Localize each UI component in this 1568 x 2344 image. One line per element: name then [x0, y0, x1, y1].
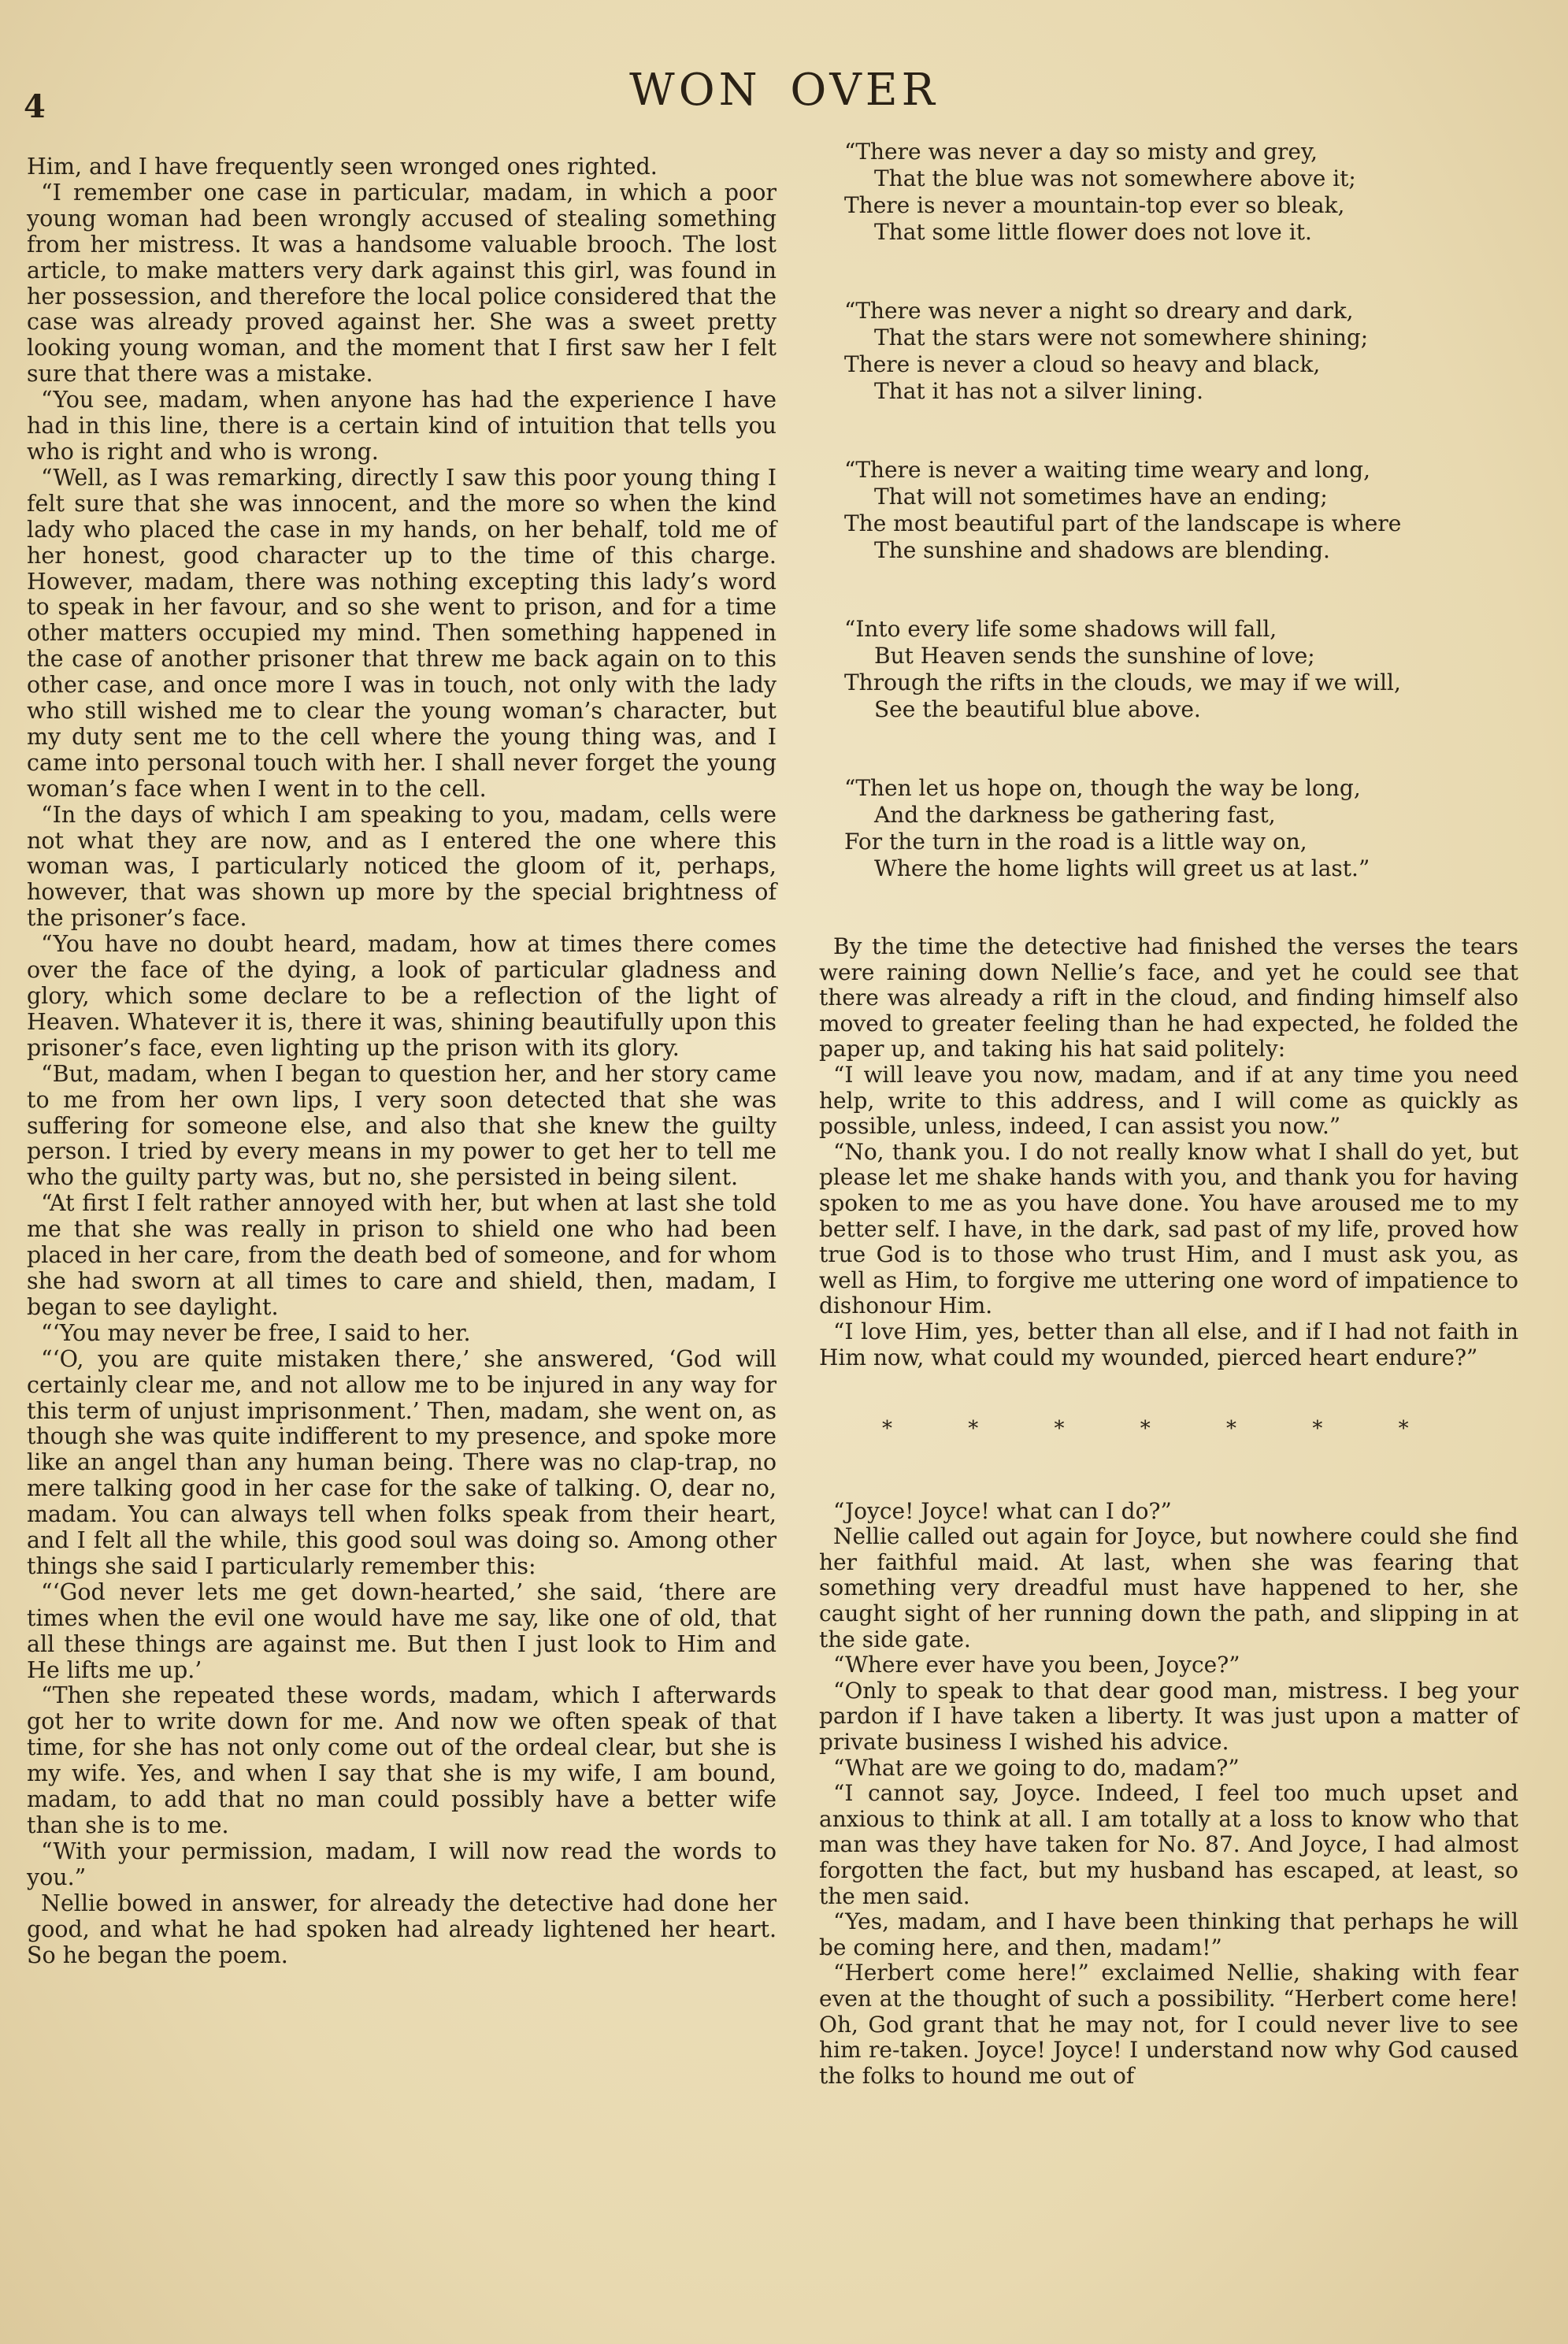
poem-line: “Into every life some shadows will fall,: [844, 616, 1277, 642]
poem-line: But Heaven sends the sunshine of love;: [874, 643, 1315, 669]
poem: [819, 139, 1518, 882]
paragraph: “Herbert come here!” exclaimed Nellie, shaking with fear even at the thought of such a possibility. “Herbert come here! Oh, God grant that he may not, for I could never live to see him re-taken. Joyce! Joyce! I understand now why God caused the folks to hound me out of: [819, 1960, 1518, 2089]
right-column: [819, 139, 1518, 2089]
paragraph: “I will leave you now, madam, and if at any time you need help, write to this address, and I will come as quickly as possible, unless, indeed, I can assist you now.”: [819, 1061, 1518, 1140]
poem-line: “There was never a day so misty and grey,: [844, 139, 1318, 165]
poem-line: That will not sometimes have an ending;: [874, 484, 1328, 510]
poem-line: “Then let us hope on, though the way be long,: [844, 775, 1361, 801]
paragraph: “Well, as I was remarking, directly I saw this poor young thing I felt sure that she was innocent, and the more so when the kind lady who placed the case in my hands, on her behalf, told me of her honest, good character up to the time of this charge. However, madam, there was nothing excepting this lady’s word to speak in her favour, and so she went to prison, and for a time other matters occupied my mind. Then something happened in the case of another prisoner that threw me back again on to this other case, and once more I was in touch, not only with the lady who still wished me to clear the young woman’s character, but my duty sent me to the cell where the young thing was, and I came into personal touch with her. I shall never forget the young woman’s face when I went in to the cell.: [27, 464, 777, 802]
poem-line: There is never a cloud so heavy and black,: [844, 351, 1321, 377]
paragraph: “At first I felt rather annoyed with her, but when at last she told me that she was really in prison to shield one who had been placed in her care, from the death bed of someone, and for whom she had sworn at all times to care and shield, then, madam, I began to see daylight.: [27, 1190, 777, 1320]
paragraph: “What are we going to do, madam?”: [833, 1754, 1240, 1781]
poem-line: See the beautiful blue above.: [874, 696, 1201, 722]
section-break: * * * * * * *: [882, 1417, 1444, 1441]
paragraph: “You see, madam, when anyone has had the experience I have had in this line, there is a certain kind of intuition that tells you who is right and who is wrong.: [27, 387, 777, 465]
poem-line: Through the rifts in the clouds, we may if we will,: [844, 669, 1401, 695]
poem-stanza: [844, 139, 1518, 246]
paragraph: “Then she repeated these words, madam, which I afterwards got her to write down for me. And now we often speak of that time, for she has not only come out of the ordeal clear, but she is my wife. Yes, and when I say that she is my wife, I am bound, madam, to add that no man could possibly have a better wife than she is to me.: [27, 1682, 777, 1838]
poem-stanza: [844, 616, 1518, 723]
page-number: 4: [24, 88, 46, 125]
paragraph: “But, madam, when I began to question her, and her story came to me from her own lips, I very soon detected that she was suffering for someone else, and also that she knew the guilty person. I tried by every means in my power to get her to tell me who the guilty party was, but no, she persisted in being silent.: [27, 1060, 777, 1191]
paragraph: By the time the detective had finished the verses the tears were raining down Nellie’s face, and yet he could see that there was already a rift in the cloud, and finding himself also moved to greater feeling than he had expected, he folded the paper up, and taking his hat said politely:: [819, 933, 1518, 1063]
paragraph: “Joyce! Joyce! what can I do?”: [833, 1497, 1172, 1524]
poem-stanza: [844, 457, 1518, 564]
poem-line: And the darkness be gathering fast,: [874, 802, 1276, 828]
paragraph: “You have no doubt heard, madam, how at times there comes over the face of the dying, a look of particular gladness and glory, which some declare to be a reflection of the light of Heaven. Whatever it is, there it was, shining beautifully upon this prisoner’s face, even lighting up the prison with its glory.: [27, 931, 777, 1061]
paragraph: “I cannot say, Joyce. Indeed, I feel too much upset and anxious to think at all. I am totally at a loss to know who that man was they have taken for No. 87. And Joyce, I had almost forgotten the fact, but my husband has escaped, at least, so the men said.: [819, 1780, 1518, 1909]
poem-line: Where the home lights will greet us at last.”: [874, 855, 1370, 881]
paragraph: “Where ever have you been, Joyce?”: [833, 1652, 1240, 1678]
paragraph: Him, and I have frequently seen wronged ones righted.: [27, 154, 658, 180]
running-title: WON OVER: [629, 65, 939, 116]
paragraph: “‘God never lets me get down-hearted,’ she said, ‘there are times when the evil one would have me say, like one of old, that all these things are against me. But then I just look to Him and He lifts me up.’: [27, 1578, 777, 1683]
paragraph: “I remember one case in particular, madam, in which a poor young woman had been wrongly accused of stealing something from her mistress. It was a handsome valuable brooch. The lost article, to make matters very dark against this girl, was found in her possession, and therefore the local police considered that the case was already proved against her. She was a sweet pretty looking young woman, and the moment that I first saw her I felt sure that there was a mistake.: [27, 179, 777, 388]
poem-line: The most beautiful part of the landscape is where: [844, 510, 1402, 536]
paragraph: Nellie called out again for Joyce, but nowhere could she find her faithful maid. At last, when she was fearing that something very dreadful must have happened to her, she caught sight of her running down the path, and slipping in at the side gate.: [819, 1523, 1518, 1652]
paragraph: “No, thank you. I do not really know what I shall do yet, but please let me shake hands with you, and thank you for having spoken to me as you have done. You have aroused me to my better self. I have, in the dark, sad past of my life, proved how true God is to those who trust Him, and I must ask you, as well as Him, to forgive me uttering one word of impatience to dishonour Him.: [819, 1138, 1518, 1319]
paragraph: “In the days of which I am speaking to you, madam, cells were not what they are now, and as I entered the one where this woman was, I particularly noticed the gloom of it, perhaps, however, that was shown up more by the special brightness of the prisoner’s face.: [27, 801, 777, 932]
paragraph: “‘O, you are quite mistaken there,’ she answered, ‘God will certainly clear me, and not allow me to be injured in any way for this term of unjust imprisonment.’ Then, madam, she went on, as though she was quite indifferent to my presence, and spoke more like an angel than any human being. There was no clap-trap, no mere talking good in her case for the sake of talking. O, dear no, madam. You can always tell when folks speak from their heart, and I felt all the while, this good soul was doing so. Among other things she said I particularly remember this:: [27, 1345, 777, 1579]
paragraph: “With your permission, madam, I will now read the words to you.”: [27, 1838, 777, 1890]
poem-stanza: [844, 298, 1518, 405]
poem-stanza: [844, 775, 1518, 882]
poem-line: “There was never a night so dreary and dark,: [844, 298, 1354, 324]
paragraph: “‘You may never be free, I said to her.: [41, 1319, 471, 1346]
poem-line: That the stars were not somewhere shining;: [874, 325, 1369, 350]
paragraph: Nellie bowed in answer, for already the detective had done her good, and what he had spoken had already lightened her heart. So he began the poem.: [27, 1890, 777, 1968]
poem-line: For the turn in the road is a little way on,: [844, 829, 1307, 855]
poem-line: That it has not a silver lining.: [874, 378, 1204, 404]
paragraph: “Only to speak to that dear good man, mistress. I beg your pardon if I have taken a liberty. It was just upon a matter of private business I wished his advice.: [819, 1677, 1518, 1756]
paragraph: “I love Him, yes, better than all else, and if I had not faith in Him now, what could my wounded, pierced heart endure?”: [819, 1318, 1518, 1370]
poem-line: That the blue was not somewhere above it;: [874, 165, 1356, 191]
poem-line: “There is never a waiting time weary and long,: [844, 457, 1371, 483]
poem-line: The sunshine and shadows are blending.: [874, 537, 1330, 563]
poem-line: That some little flower does not love it.: [874, 219, 1312, 245]
paragraph: “Yes, madam, and I have been thinking that perhaps he will be coming here, and then, madam!”: [819, 1908, 1518, 1960]
left-column: [27, 154, 777, 1968]
poem-line: There is never a mountain-top ever so bleak,: [844, 192, 1345, 218]
